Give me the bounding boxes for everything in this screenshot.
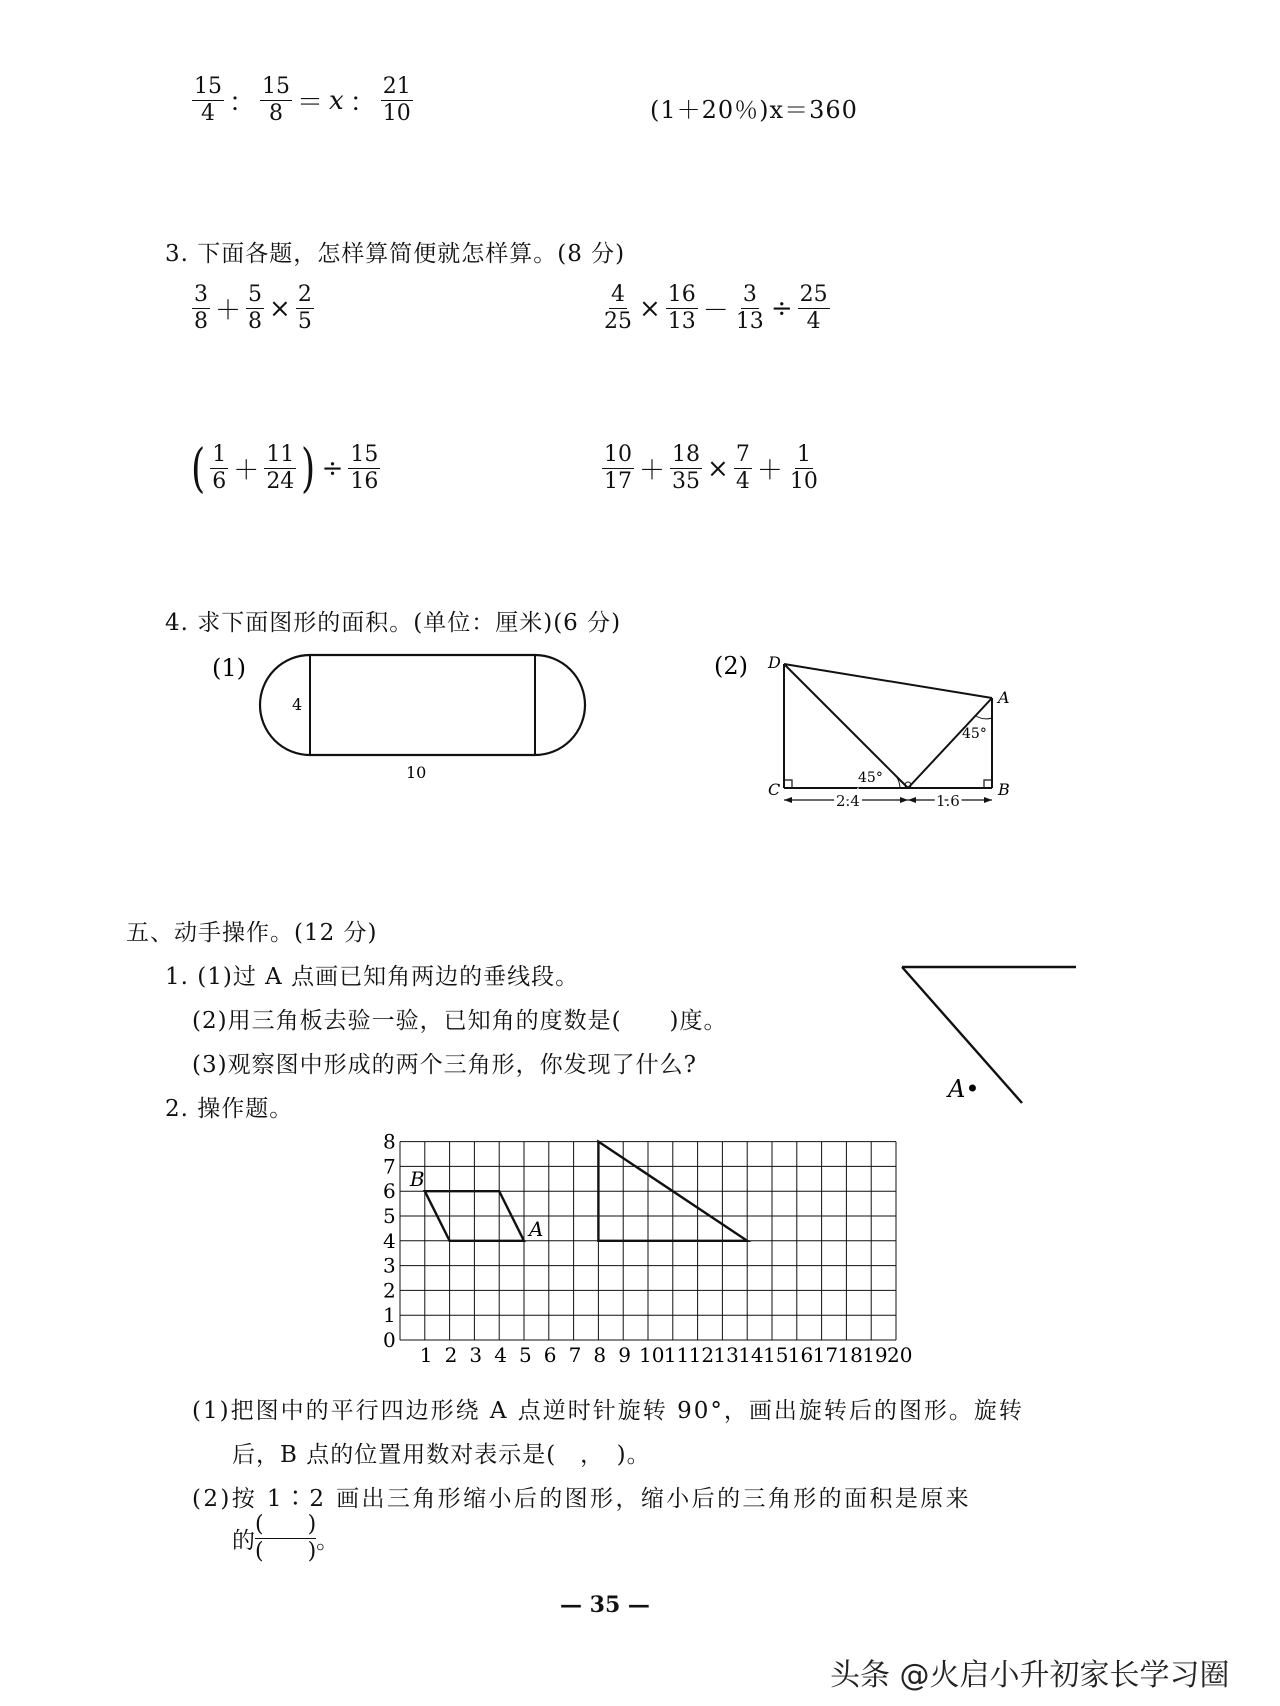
x-tick-label: 18: [837, 1343, 863, 1367]
q3-expression-2: $\frac{4}{25}$ × $\frac{16}{13}$ － $\frac{3}{13}$ ÷ $\frac{25}{4}$: [604, 282, 828, 334]
svg-text:C: C: [768, 780, 781, 799]
point-a-label: A•: [948, 1075, 980, 1103]
q4-title: 4. 求下面图形的面积。(单位：厘米)(6 分): [165, 610, 622, 636]
svg-text:1.6: 1.6: [936, 792, 960, 810]
sec5-q1-part1: 1. (1)过 A 点画已知角两边的垂线段。: [165, 964, 580, 990]
sec5-q1-part2: (2)用三角板去验一验，已知角的度数是( )度。: [192, 1008, 728, 1034]
y-tick-label: 5: [383, 1204, 396, 1228]
x-tick-label: 7: [568, 1343, 582, 1367]
x-tick-label: 10: [639, 1343, 665, 1367]
svg-text:B: B: [998, 780, 1010, 799]
percent-equation: (1＋20％)x＝360: [650, 96, 858, 124]
answer-fraction-blank: $\frac{( )}{( )}$: [255, 1512, 317, 1564]
y-tick-label: 3: [383, 1253, 396, 1278]
y-tick-label: 6: [383, 1179, 396, 1204]
y-tick-label: 7: [383, 1154, 396, 1179]
figure-1-label: (1): [212, 654, 246, 682]
sec5-q1-part3: (3)观察图中形成的两个三角形，你发现了什么?: [192, 1052, 697, 1078]
x-tick-label: 9: [618, 1343, 631, 1367]
x-tick-label: 8: [593, 1343, 607, 1367]
point-a-grid-label: A: [528, 1216, 544, 1241]
x-tick-label: 4: [494, 1343, 507, 1367]
figure-stadium: [200, 640, 600, 780]
figure-2-label: (2): [714, 652, 748, 680]
sec5-q2-part2-line2: 的 $\frac{( )}{( )}$ 。: [232, 1512, 340, 1564]
q3-expression-4: $\frac{10}{17}$ ＋ $\frac{18}{35}$ × $\frac{7}{4}$ ＋ $\frac{1}{10}$: [604, 442, 818, 494]
x-tick-label: 14: [738, 1343, 764, 1367]
point-b-label: B: [409, 1167, 425, 1192]
q3-title: 3. 下面各题，怎样算简便就怎样算。(8 分): [165, 241, 626, 267]
x-tick-label: 15: [763, 1343, 789, 1367]
x-tick-label: 20: [887, 1343, 913, 1367]
x-tick-label: 3: [469, 1343, 483, 1367]
x-tick-label: 2: [444, 1343, 458, 1367]
sec5-q2-part1-line2: 后，B 点的位置用数对表示是( ， )。: [232, 1442, 651, 1468]
given-angle-figure: [890, 955, 1090, 1115]
x-tick-label: 13: [713, 1343, 739, 1367]
svg-text:D: D: [768, 653, 781, 672]
length-label: 10: [406, 763, 427, 780]
x-tick-label: 6: [543, 1343, 557, 1367]
sec5-q2-part2-line1: (2)按 1∶2 画出三角形缩小后的图形，缩小后的三角形的面积是原来: [192, 1486, 972, 1512]
y-tick-label: 0: [383, 1328, 396, 1352]
y-tick-label: 2: [383, 1278, 396, 1303]
x-tick-label: 17: [812, 1343, 839, 1367]
y-tick-label: 8: [383, 1130, 396, 1154]
x-tick-label: 19: [862, 1343, 888, 1367]
svg-text:45°: 45°: [962, 726, 987, 742]
height-label: 4: [292, 695, 303, 714]
y-tick-label: 1: [383, 1303, 396, 1328]
svg-text:2.4: 2.4: [836, 792, 860, 810]
section-5-title: 五、动手操作。(12 分): [126, 920, 378, 946]
sec5-q2-part1-line1: (1)把图中的平行四边形绕 A 点逆时针旋转 90°，画出旋转后的图形。旋转: [192, 1398, 1024, 1424]
svg-text:45°: 45°: [858, 770, 883, 786]
svg-text:A: A: [998, 688, 1010, 707]
x-tick-label: 1: [419, 1343, 433, 1367]
x-tick-label: 16: [787, 1343, 814, 1367]
figure-trapezoid: [700, 640, 1030, 815]
x-tick-label: 11: [663, 1343, 690, 1367]
y-tick-label: 4: [383, 1228, 396, 1253]
q3-expression-1: $\frac{3}{8}$ ＋ $\frac{5}{8}$ × $\frac{2}{5}$: [194, 282, 312, 334]
x-tick-label: 12: [688, 1343, 715, 1367]
sec5-q2-title: 2. 操作题。: [165, 1096, 294, 1122]
x-tick-label: 5: [519, 1343, 532, 1367]
coordinate-grid: [370, 1130, 930, 1370]
watermark: 头条 @火启小升初家长学习圈: [830, 1658, 1230, 1693]
q3-expression-3: ( $\frac{1}{6}$ ＋ $\frac{11}{24}$ ) ÷ $\frac{15}{16}$: [191, 438, 379, 499]
page-number: — 35 —: [560, 1592, 650, 1618]
proportion-equation: $\frac{15}{4}$ ： $\frac{15}{8}$ ＝ x ： $\frac{21}{10}$: [194, 74, 411, 126]
stadium-outline: [260, 655, 585, 755]
